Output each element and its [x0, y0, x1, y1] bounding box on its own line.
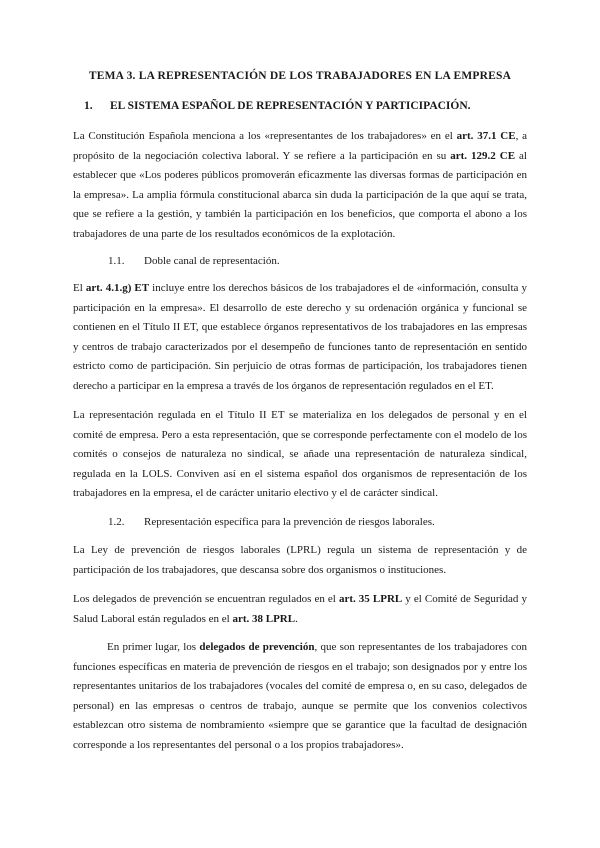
- p6-text-2: , que son representantes de los trabajadores con funciones específicas en materia de prevención de riesgos en el trabajo; son designados por y entre los representantes unitarios de los trabajadores (vocales del comité de empresa o, en su caso, delegados de personal) en las empresas o centros de trabajo, aunque se permite que los convenios colectivos establezcan otro sistema de nombramiento «siempre que se garantice que la facultad de designación corresponde a los representantes del personal o a los propios trabajadores».: [73, 641, 527, 751]
- subsection-1-1-number: 1.1.: [108, 255, 125, 267]
- p2-text-2: incluye entre los derechos básicos de los trabajadores el de «información, consulta y participación en la empresa». El desarrollo de este derecho y su ordenación orgánica y funcional se contienen en el Título II ET, que establece órganos representativos de los trabajadores en las empresas y centros de trabajo caracterizados por el desempeño de funciones tanto de representación en sentido estricto como de participación. Sin perjuicio de otras formas de participación, los trabajadores tienen derecho a participar en la empresa a través de los órganos de representación regulados en el ET.: [73, 282, 527, 392]
- section-1-heading: [84, 100, 471, 112]
- subsection-1-2-title: Representación específica para la prevención de riesgos laborales.: [144, 516, 435, 528]
- paragraph-titulo-ii: La representación regulada en el Título II ET se materializa en los delegados de personal y en el comité de empresa. Pero a esta representación, que se corresponde perfectamente con el modelo de los comités o consejos de naturaleza no sindical, se añade una representación de naturaleza sindical, regulada en la LOLS. Conviven así en el sistema español dos organismos de representación de los trabajadores en la empresa, el de carácter unitario electivo y el de carácter sindical.: [73, 409, 527, 499]
- paragraph-art-4: [73, 279, 527, 396]
- document-title: TEMA 3. LA REPRESENTACIÓN DE LOS TRABAJADORES EN LA EMPRESA: [88, 70, 512, 82]
- p5-ref-art-38: art. 38 LPRL: [232, 612, 296, 625]
- paragraph-delegados-regulacion: [73, 590, 527, 629]
- subsection-1-2-number: 1.2.: [108, 516, 125, 528]
- p6-term-delegados: delegados de prevención: [199, 641, 315, 653]
- p1-text-3: al establecer que «Los poderes públicos promoverán eficazmente las diversas formas de participación en la empresa». La amplia fórmula constitucional abarca sin duda la participación de la que aquí se trata, que se refiere a la gestión, y también la participación en los beneficios, que comporta el abono a los trabajadores de una parte de los resultados económicos de la explotación.: [73, 149, 527, 240]
- p1-text-2: , a propósito de la negociación colectiva laboral. Y se refiere a la participación en su: [73, 130, 528, 162]
- section-1-title: EL SISTEMA ESPAÑOL DE REPRESENTACIÓN Y PARTICIPACIÓN.: [110, 100, 471, 112]
- paragraph-lprl: La Ley de prevención de riesgos laborales (LPRL) regula un sistema de representación y de participación de los trabajadores, que descansa sobre dos organismos o instituciones.: [73, 544, 527, 576]
- p5-text-2: y el Comité de Seguridad y Salud Laboral están regulados en el: [73, 593, 528, 625]
- paragraph-delegados-prevencion: [73, 638, 527, 755]
- p1-ref-art-37: art. 37.1 CE: [456, 130, 516, 142]
- subsection-1-1-title: Doble canal de representación.: [144, 255, 280, 267]
- p6-text-1: En primer lugar, los: [107, 641, 200, 653]
- p1-ref-art-129: art. 129.2 CE: [450, 149, 516, 162]
- subsection-1-1: [108, 255, 280, 267]
- p2-text-1: El: [73, 282, 86, 294]
- p1-text-1: La Constitución Española menciona a los «representantes de los trabajadores» en el: [73, 130, 457, 142]
- subsection-1-2: [108, 516, 435, 528]
- section-1-number: 1.: [84, 100, 93, 112]
- p5-ref-art-35: art. 35 LPRL: [338, 593, 403, 605]
- p5-text-3: .: [295, 612, 298, 625]
- p5-text-1: Los delegados de prevención se encuentran regulados en el: [73, 593, 339, 605]
- p2-ref-art-4: art. 4.1.g) ET: [85, 282, 150, 294]
- paragraph-constitucion: [73, 127, 527, 244]
